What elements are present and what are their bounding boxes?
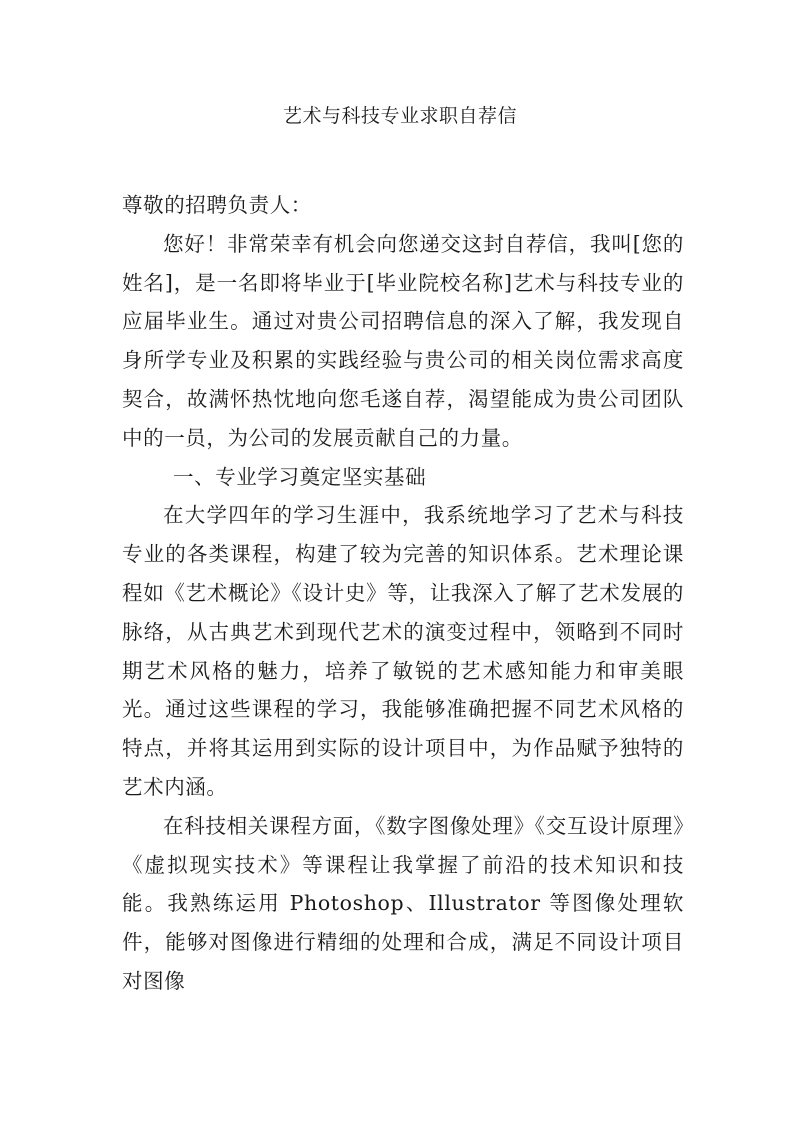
salutation: 尊敬的招聘负责人： bbox=[122, 193, 312, 217]
section-heading: 一、专业学习奠定坚实基础 bbox=[173, 464, 427, 489]
paragraph-intro: 您好！非常荣幸有机会向您递交这封自荐信，我叫[您的姓名]，是一名即将毕业于[毕业院校名称]艺术与科技专业的应届毕业生。通过对贵公司招聘信息的深入了解，我发现自身所学专业及积累的实践经验与贵公司的相关岗位需求高度契合，故满怀热忱地向您毛遂自荐，渴望能成为贵公司团队中的一员，为公司的发展贡献自己的力量。 bbox=[122, 231, 684, 450]
document-title: 艺术与科技专业求职自荐信 bbox=[282, 105, 517, 127]
paragraph-study: 在大学四年的学习生涯中，我系统地学习了艺术与科技专业的各类课程，构建了较为完善的知识体系。艺术理论课程如《艺术概论》《设计史》等，让我深入了解了艺术发展的脉络，从古典艺术到现代艺术的演变过程中，领略到不同时期艺术风格的魅力，培养了敏锐的艺术感知能力和审美眼光。通过这些课程的学习，我能够准确把握不同艺术风格的特点，并将其运用到实际的设计项目中，为作品赋予独特的艺术内涵。 bbox=[122, 503, 684, 799]
document-body bbox=[122, 186, 684, 1001]
paragraph-tech: 在科技相关课程方面，《数字图像处理》《交互设计原理》《虚拟现实技术》等课程让我掌握了前沿的技术知识和技能。我熟练运用 Photoshop、Illustrator 等图像处理软件，能够对图像进行精细的处理和合成，满足不同设计项目对图像 bbox=[122, 813, 684, 993]
